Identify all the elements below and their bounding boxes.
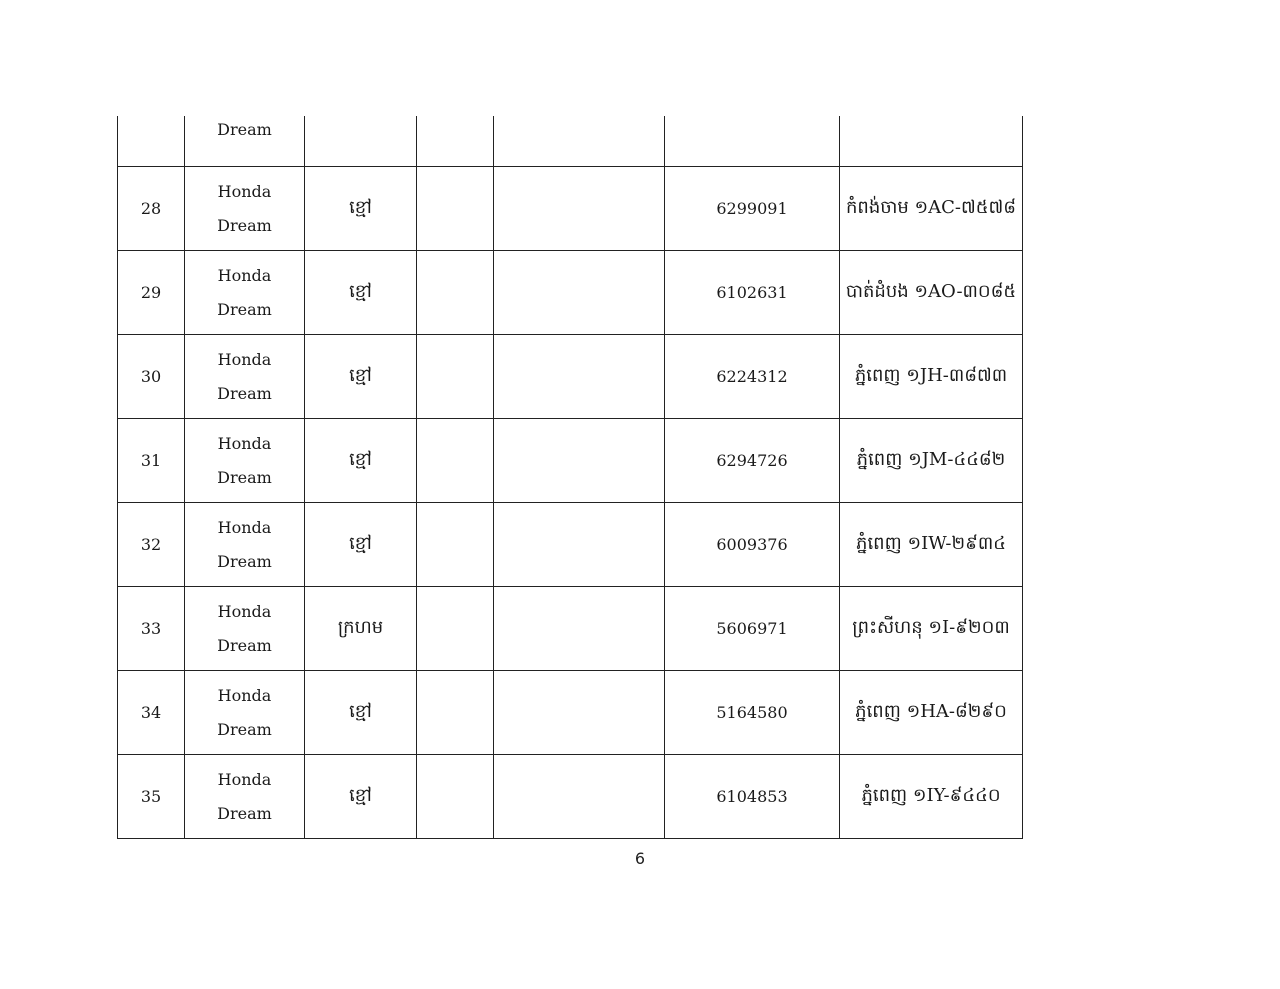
cell-color: ខ្មៅ [305, 335, 417, 419]
cell-no [118, 116, 185, 167]
cell-engine-number: 5164580 [665, 671, 840, 755]
make-text: Honda [217, 517, 272, 537]
vehicle-table [117, 116, 1023, 839]
cell-plate [840, 116, 1023, 167]
cell-empty-1 [417, 167, 494, 251]
table-row [118, 671, 1023, 755]
model-text: Dream [217, 299, 272, 319]
cell-empty-1 [417, 419, 494, 503]
cell-model [185, 419, 305, 503]
cell-model [185, 251, 305, 335]
cell-plate-number: ភ្នំពេញ ១JM-៤៤៨២ [840, 419, 1023, 503]
cell-empty-2 [494, 419, 665, 503]
table-row-carry-over [118, 116, 1023, 167]
make-text: Honda [217, 769, 272, 789]
cell-color: ខ្មៅ [305, 251, 417, 335]
cell-empty-1 [417, 251, 494, 335]
make-text: Honda [217, 181, 272, 201]
cell-engine-number: 6102631 [665, 251, 840, 335]
cell-model [185, 503, 305, 587]
cell-engine-number: 6299091 [665, 167, 840, 251]
cell-empty-1 [417, 503, 494, 587]
table-row [118, 251, 1023, 335]
cell-plate-number: បាត់ដំបង ១AO-៣០៨៥ [840, 251, 1023, 335]
cell-plate-number: ភ្នំពេញ ១JH-៣៨៧៣ [840, 335, 1023, 419]
cell-empty-1 [417, 335, 494, 419]
cell-empty-2 [494, 671, 665, 755]
row-number: 33 [118, 587, 185, 671]
model-text: Dream [217, 383, 272, 403]
cell-model [185, 116, 305, 167]
cell-engine-number: 5606971 [665, 587, 840, 671]
cell-color: ខ្មៅ [305, 419, 417, 503]
row-number: 32 [118, 503, 185, 587]
row-number: 35 [118, 755, 185, 839]
cell-model [185, 671, 305, 755]
cell-model [185, 335, 305, 419]
model-text: Dream [217, 635, 272, 655]
cell-engine [665, 116, 840, 167]
page-number: 6 [634, 849, 646, 868]
row-number: 29 [118, 251, 185, 335]
cell-empty-1 [417, 587, 494, 671]
cell-model [185, 587, 305, 671]
model-text: Dream [217, 551, 272, 571]
row-number: 31 [118, 419, 185, 503]
cell-empty-2 [494, 503, 665, 587]
table-row [118, 419, 1023, 503]
cell-color [305, 116, 417, 167]
cell-plate-number: ភ្នំពេញ ១IW-២៩៣៤ [840, 503, 1023, 587]
row-number: 28 [118, 167, 185, 251]
cell-empty-2 [494, 251, 665, 335]
cell-engine-number: 6224312 [665, 335, 840, 419]
row-number: 34 [118, 671, 185, 755]
cell-plate-number: ព្រះសីហនុ ១I-៩២០៣ [840, 587, 1023, 671]
table-row [118, 503, 1023, 587]
cell-engine-number: 6009376 [665, 503, 840, 587]
cell-empty-2 [494, 587, 665, 671]
cell-engine-number: 6294726 [665, 419, 840, 503]
cell-color: ខ្មៅ [305, 503, 417, 587]
make-text: Honda [217, 349, 272, 369]
table-row [118, 167, 1023, 251]
model-text: Dream [217, 803, 272, 823]
make-text: Honda [217, 601, 272, 621]
cell-color: ក្រហម [305, 587, 417, 671]
cell-model [185, 167, 305, 251]
make-text: Honda [217, 265, 272, 285]
model-text: Dream [217, 467, 272, 487]
vehicle-table-body [118, 116, 1023, 839]
cell-empty-2 [494, 167, 665, 251]
table-row [118, 587, 1023, 671]
model-text: Dream [217, 215, 272, 235]
cell-model [185, 755, 305, 839]
row-number: 30 [118, 335, 185, 419]
cell-plate-number: ភ្នំពេញ ១HA-៨២៩០ [840, 671, 1023, 755]
make-text: Honda [217, 433, 272, 453]
cell-color: ខ្មៅ [305, 167, 417, 251]
cell-plate-number: កំពង់ចាម ១AC-៧៥៧៨ [840, 167, 1023, 251]
cell-empty-2 [494, 116, 665, 167]
table-row [118, 755, 1023, 839]
cell-empty-1 [417, 755, 494, 839]
table-row [118, 335, 1023, 419]
cell-empty-1 [417, 671, 494, 755]
cell-empty-1 [417, 116, 494, 167]
cell-color: ខ្មៅ [305, 671, 417, 755]
vehicle-table-wrapper [117, 116, 1022, 839]
cell-plate-number: ភ្នំពេញ ១IY-៩៤៤០ [840, 755, 1023, 839]
model-text: Dream [217, 719, 272, 739]
cell-empty-2 [494, 755, 665, 839]
make-text: Honda [217, 685, 272, 705]
cell-empty-2 [494, 335, 665, 419]
cell-engine-number: 6104853 [665, 755, 840, 839]
cell-color: ខ្មៅ [305, 755, 417, 839]
model-text: Dream [217, 120, 272, 139]
